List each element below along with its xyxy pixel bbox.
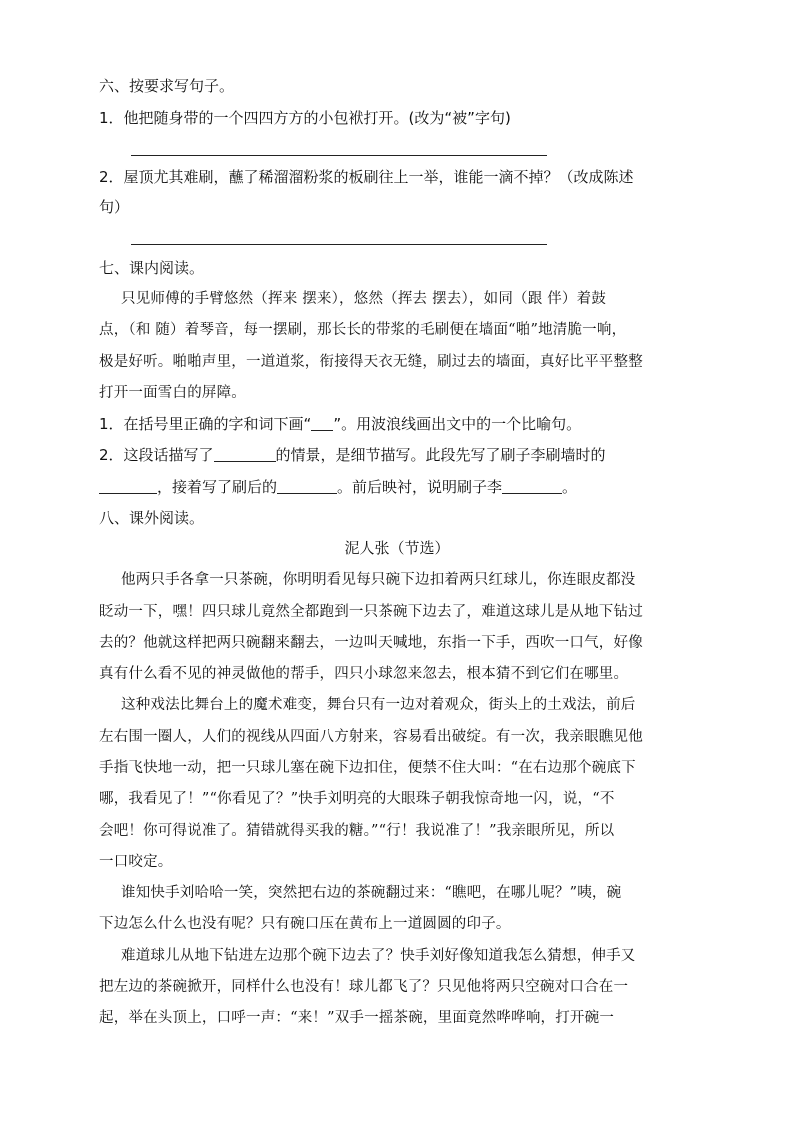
blank-scene[interactable] <box>214 447 276 462</box>
section-7-question-2-line-2 <box>99 477 577 497</box>
question-1-text-b: ”。用波浪线画出文中的一个比喻句。 <box>333 415 582 433</box>
answer-line-1[interactable] <box>131 155 547 156</box>
article-line: 把左边的茶碗掀开，同样什么也没有！球儿都飞了？只见他将两只空碗对口合在一 <box>99 979 629 995</box>
blank-conclusion[interactable] <box>502 479 562 494</box>
passage-line: 点，（和 随）着琴音，每一摆刷，那长长的带浆的毛刷便在墙面“啪”地清脆一响， <box>99 322 627 338</box>
article-line: 眨动一下，嘿！四只球儿竟然全都跑到一只茶碗下边去了，难道这球儿是从地下钻过 <box>99 604 643 620</box>
question-2-text-d: 。前后映衬，说明刷子李 <box>337 478 503 496</box>
section-7-question-1 <box>99 414 581 434</box>
section-6-question-1: 1．他把随身带的一个四四方方的小包袱打开。(改为“被”字句) <box>99 109 511 127</box>
article-line: 去的？他就这样把两只碗翻来翻去，一边叫天喊地，东指一下手，西吹一口气，好像 <box>99 635 643 651</box>
section-6-question-2-line-2: 句） <box>99 198 130 216</box>
question-2-text-c: ，接着写了刷后的 <box>157 478 278 496</box>
article-line: 谁知快手刘哈哈一笑，突然把右边的茶碗翻过来：“瞧吧，在哪儿呢？”咦，碗 <box>121 885 622 901</box>
article-line: 下边怎么什么也没有呢？只有碗口压在黄布上一道圆圆的印子。 <box>99 916 511 932</box>
answer-line-2[interactable] <box>131 244 547 245</box>
section-7-question-2-line-1 <box>99 445 606 465</box>
article-line: 他两只手各拿一只茶碗，你明明看见每只碗下边扣着两只红球儿，你连眼皮都没 <box>121 572 636 588</box>
passage-line: 只见师傅的手臂悠然（挥来 摆来），悠然（挥去 摆去），如同（跟 伴）着鼓 <box>121 291 607 307</box>
question-2-text-b: 的情景，是细节描写。此段先写了刷子李刷墙时的 <box>275 446 606 464</box>
question-2-text-e: 。 <box>562 478 578 496</box>
article-line: 左右围一圈人，人们的视线从四面八方射来，容易看出破绽。有一次，我亲眼瞧见他 <box>99 729 643 745</box>
article-line: 难道球儿从地下钻进左边那个碗下边去了？快手刘好像知道我怎么猜想，伸手又 <box>121 948 636 964</box>
article-line: 一口咬定。 <box>99 854 173 870</box>
blank-after[interactable] <box>277 479 337 494</box>
article-line: 手指飞快地一动，把一只球儿塞在碗下边扣住，便禁不住大叫：“在右边那个碗底下 <box>99 760 636 776</box>
question-2-text-a: 2．这段话描写了 <box>99 446 214 464</box>
article-line: 哪，我看见了！”“你看见了？”快手刘明亮的大眼珠子朝我惊奇地一闪，说，“不 <box>99 791 615 807</box>
section-6-question-2-line-1: 2．屋顶尤其难刷，蘸了稀溜溜粉浆的板刷往上一举，谁能一滴不掉？（改成陈述 <box>99 168 634 186</box>
underline-sample <box>311 416 333 431</box>
article-line: 这种戏法比舞台上的魔术难变，舞台只有一边对着观众，街头上的土戏法，前后 <box>121 697 636 713</box>
passage-line: 打开一面雪白的屏障。 <box>99 385 246 401</box>
question-1-text-a: 1．在括号里正确的字和词下画“ <box>99 415 312 433</box>
article-title: 泥人张（节选） <box>344 539 450 557</box>
blank-before[interactable] <box>99 479 157 494</box>
section-7-heading: 七、课内阅读。 <box>99 259 205 277</box>
article-line: 起，举在头顶上，口呼一声：“来！”双手一摇茶碗，里面竟然哗哗响，打开碗一 <box>99 1010 615 1026</box>
article-line: 真有什么看不见的神灵做他的帮手，四只小球忽来忽去，根本猜不到它们在哪里。 <box>99 666 629 682</box>
passage-line: 极是好听。啪啪声里，一道道浆，衔接得天衣无缝，刷过去的墙面，真好比平平整整 <box>99 354 643 370</box>
section-8-heading: 八、课外阅读。 <box>99 509 205 527</box>
section-6-heading: 六、按要求写句子。 <box>99 77 235 95</box>
article-line: 会吧！你可得说准了。猜错就得买我的糖。”“行！我说准了！”我亲眼所见，所以 <box>99 823 615 839</box>
